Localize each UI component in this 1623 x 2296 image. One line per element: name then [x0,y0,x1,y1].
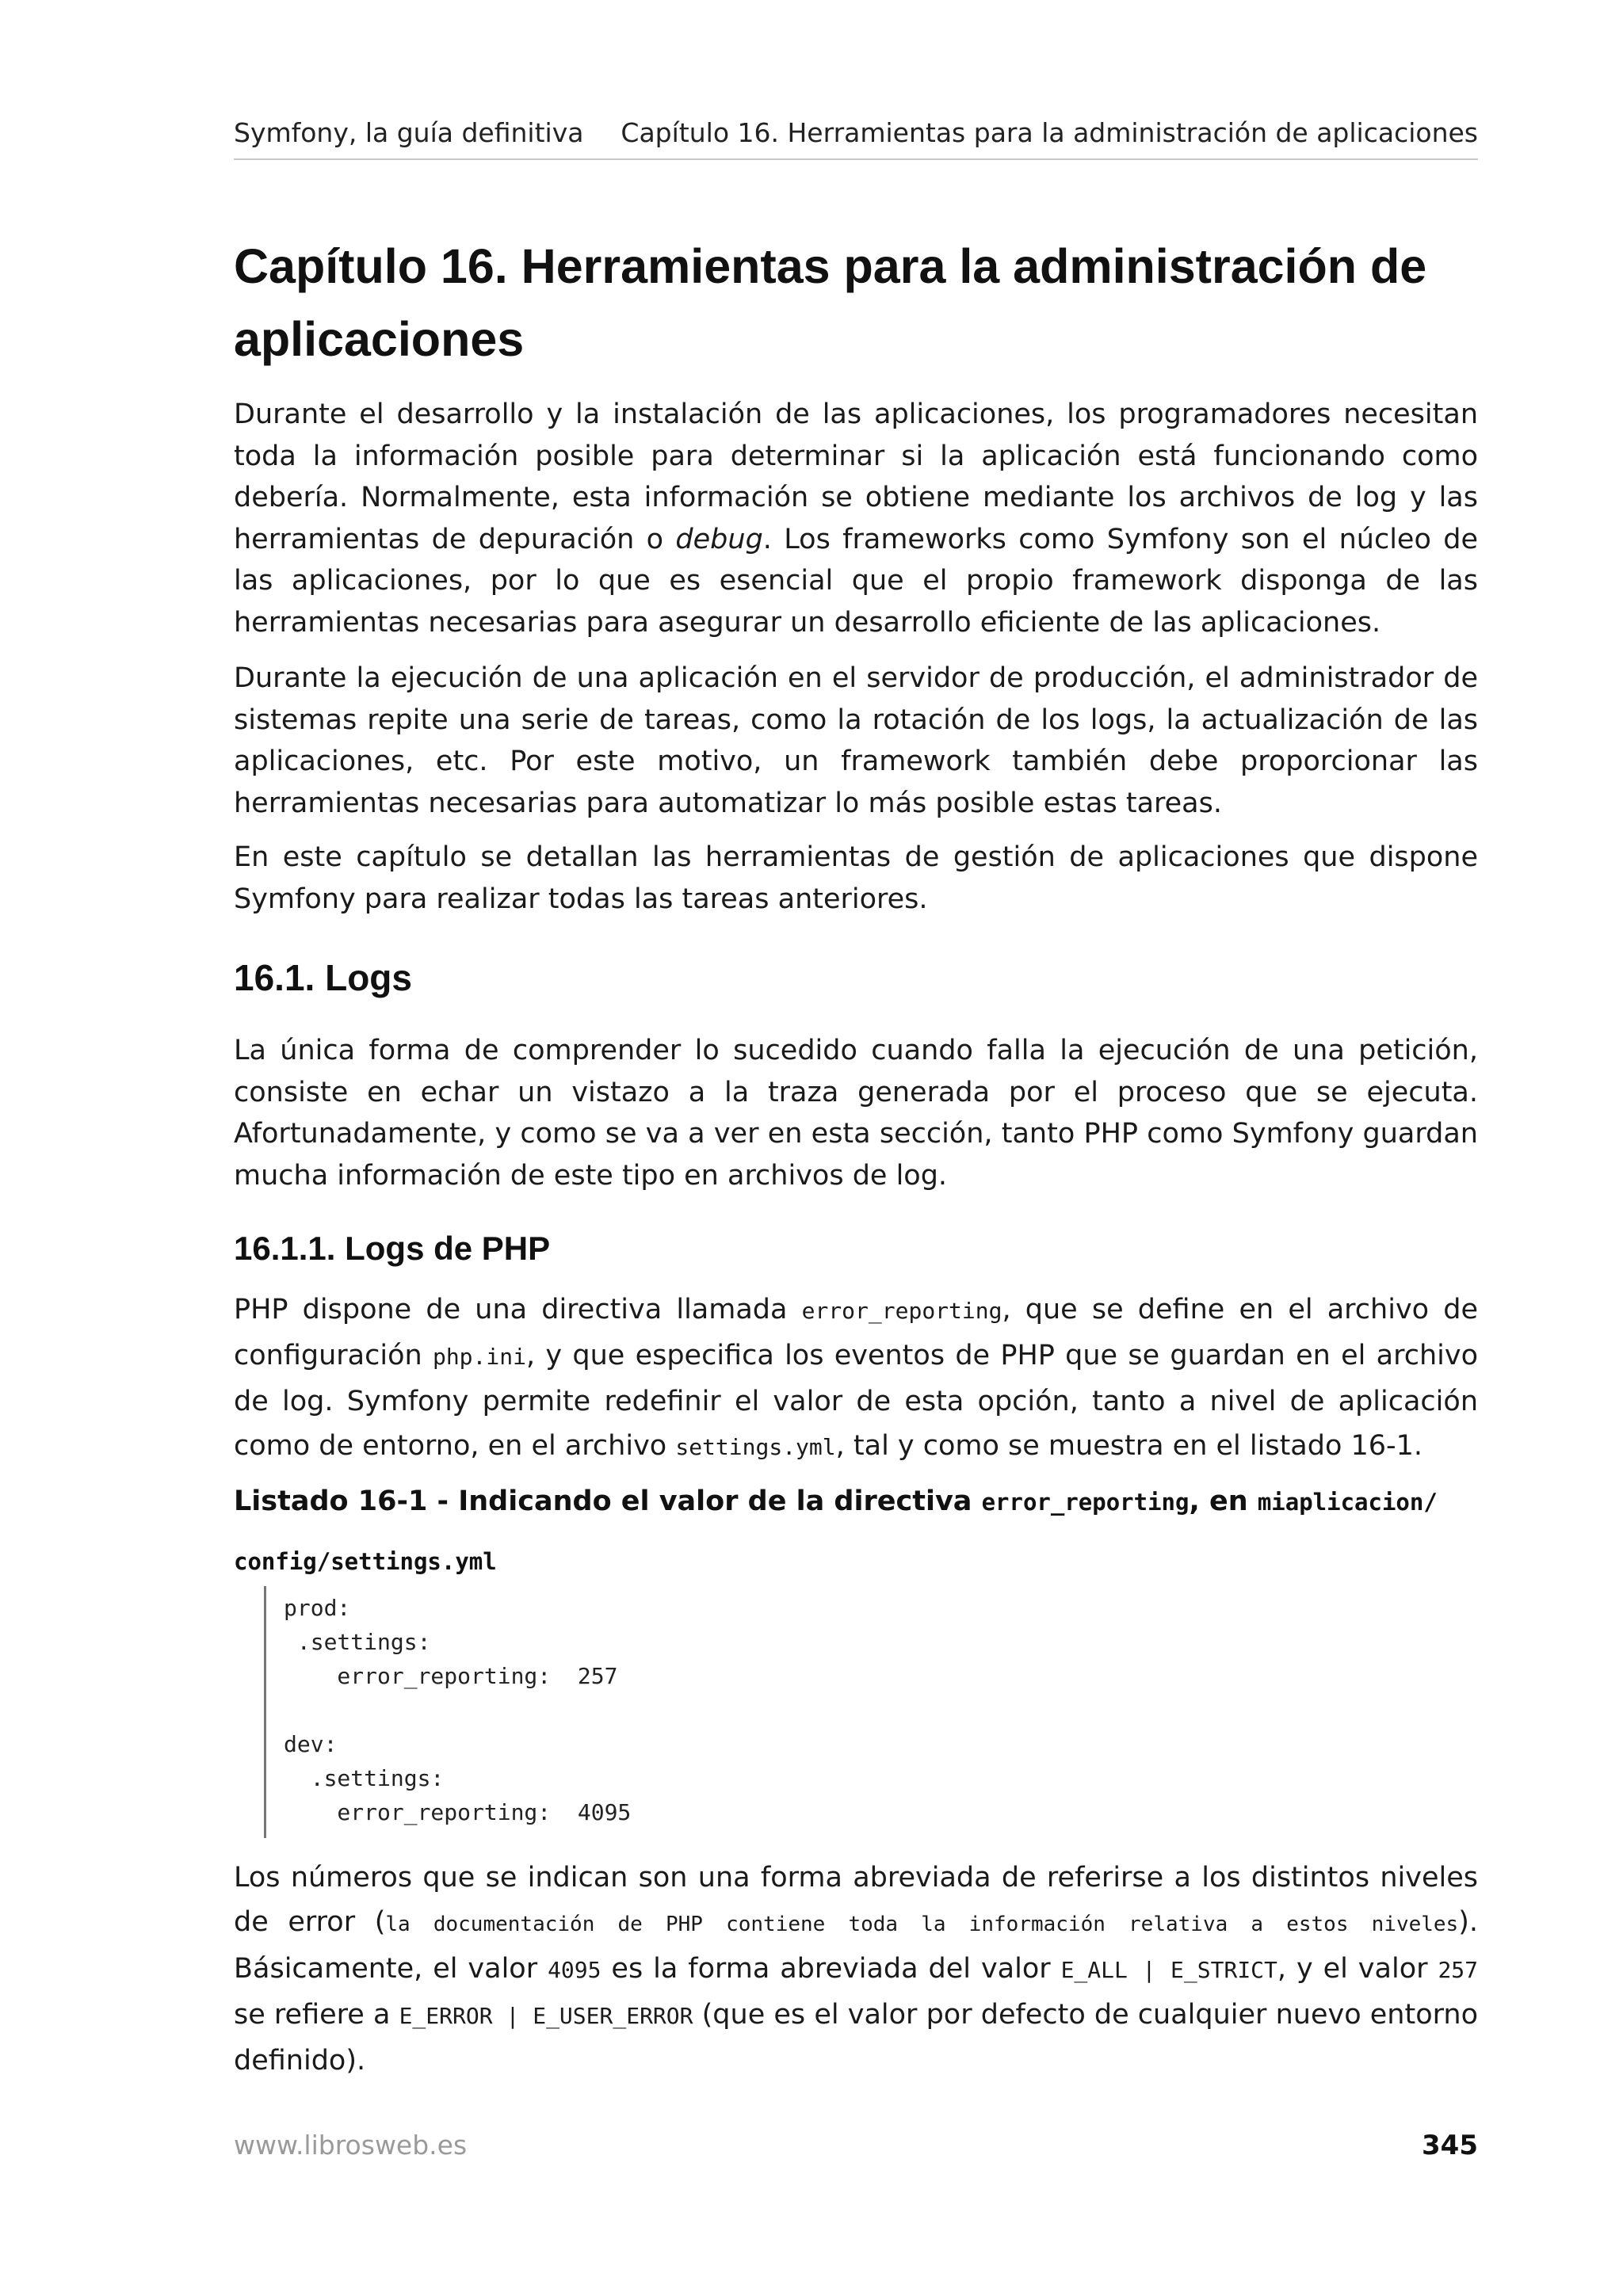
section-16-1-1-paragraph [234,1287,1478,1470]
listing-caption-text-b: , en [1189,1486,1258,1517]
code-listing [264,1586,1468,1838]
after-text-5: se refiere a [234,1999,399,2031]
footer-website: www.librosweb.es [234,2130,468,2161]
listing-caption-code-3: config/settings.yml [234,1548,497,1575]
after-text-2: ). Básicamente, el valor [234,1906,1478,1985]
intro-p1-emphasis: debug [675,523,763,555]
inline-code-settings-yml: settings.yml [675,1434,836,1460]
section-heading-16-1-1: 16.1.1. Logs de PHP [234,1230,551,1267]
running-header [234,117,1478,160]
intro-p3-text: En este capítulo se detallan las herramientas de gestión de aplicaciones que dispone Symfony para realizar todas las tareas anteriores. [234,841,1478,915]
s1611-text-b: , que se define en el archivo de configuración [234,1294,1478,1371]
s1611-text-a: PHP dispone de una directiva llamada [234,1294,802,1325]
page-footer [234,2130,1478,2161]
section-heading-16-1: 16.1. Logs [234,957,412,998]
s1611-text-c: , y que especifica los eventos de PHP que se guardan en el archivo de log. Symfony permite redefinir el valor de esta opción, tanto a nivel de aplicación como de entorno, en el archivo [234,1340,1478,1462]
page-number: 345 [1422,2130,1478,2161]
after-text-4: , y el valor [1277,1953,1438,1985]
after-text-1: Los números que se indican son una forma abreviada de referirse a los distintos niveles de error ( [234,1862,1478,1938]
after-listing-paragraph [234,1855,1478,2083]
after-small-note: la documentación de PHP contiene toda la información relativa a estos niveles [385,1913,1459,1936]
s1611-text-d: , tal y como se muestra en el listado 16-1. [835,1430,1423,1462]
after-text-3: es la forma abreviada del valor [601,1953,1061,1985]
inline-code-php-ini: php.ini [432,1344,526,1370]
inline-code-257: 257 [1438,1957,1479,1983]
intro-paragraph-1 [234,394,1478,643]
listing-caption-code-2: miaplicacion/ [1257,1489,1438,1516]
intro-paragraph-2 [234,658,1478,824]
listing-caption-code-1: error_reporting [981,1489,1190,1516]
section-16-1-paragraph [234,1030,1478,1196]
intro-p1-text-b: . Los frameworks como Symfony son el núcleo de las aplicaciones, por lo que es esencial que el propio framework disponga de las herramientas necesarias para asegurar un desarrollo eficiente de las aplicaciones. [234,523,1478,639]
intro-paragraph-3 [234,837,1478,920]
inline-code-error-reporting: error_reporting [801,1298,1002,1324]
intro-p1-text-a: Durante el desarrollo y la instalación de las aplicaciones, los programadores necesitan toda la información posible para determinar si la aplicación está funcionando como debería. Normalmente, esta información se obtiene mediante los archivos de log y las herramientas de depuración o [234,399,1478,555]
chapter-title: Capítulo 16. Herramientas para la administración de aplicaciones [234,239,1427,366]
listing-caption-text-a: Listado 16-1 - Indicando el valor de la directiva [234,1486,982,1517]
inline-code-e-all-strict: E_ALL | E_STRICT [1060,1957,1277,1983]
listing-caption [234,1472,1478,1591]
header-book-title: Symfony, la guía definitiva [234,117,584,148]
header-chapter-title: Capítulo 16. Herramientas para la administración de aplicaciones [621,117,1478,148]
section-16-1-text: La única forma de comprender lo sucedido cuando falla la ejecución de una petición, consiste en echar un vistazo a la traza generada por el proceso que se ejecuta. Afortunadamente, y como se va a ver en esta sección, tanto PHP como Symfony guardan mucha información de este tipo en archivos de log. [234,1035,1478,1192]
after-text-6: (que es el valor por defecto de cualquier nuevo entorno definido). [234,1999,1478,2077]
inline-code-e-error: E_ERROR | E_USER_ERROR [399,2003,693,2029]
inline-code-4095: 4095 [548,1957,601,1983]
intro-p2-text: Durante la ejecución de una aplicación en el servidor de producción, el administrador de sistemas repite una serie de tareas, como la rotación de los logs, la actualización de las aplicaciones, etc. Por este motivo, un framework también debe proporcionar las herramientas necesarias para automatizar lo más posible estas tareas. [234,662,1478,819]
code-listing-content: prod: .settings: error_reporting: 257 dev: .settings: error_reporting: 4095 [284,1595,632,1825]
